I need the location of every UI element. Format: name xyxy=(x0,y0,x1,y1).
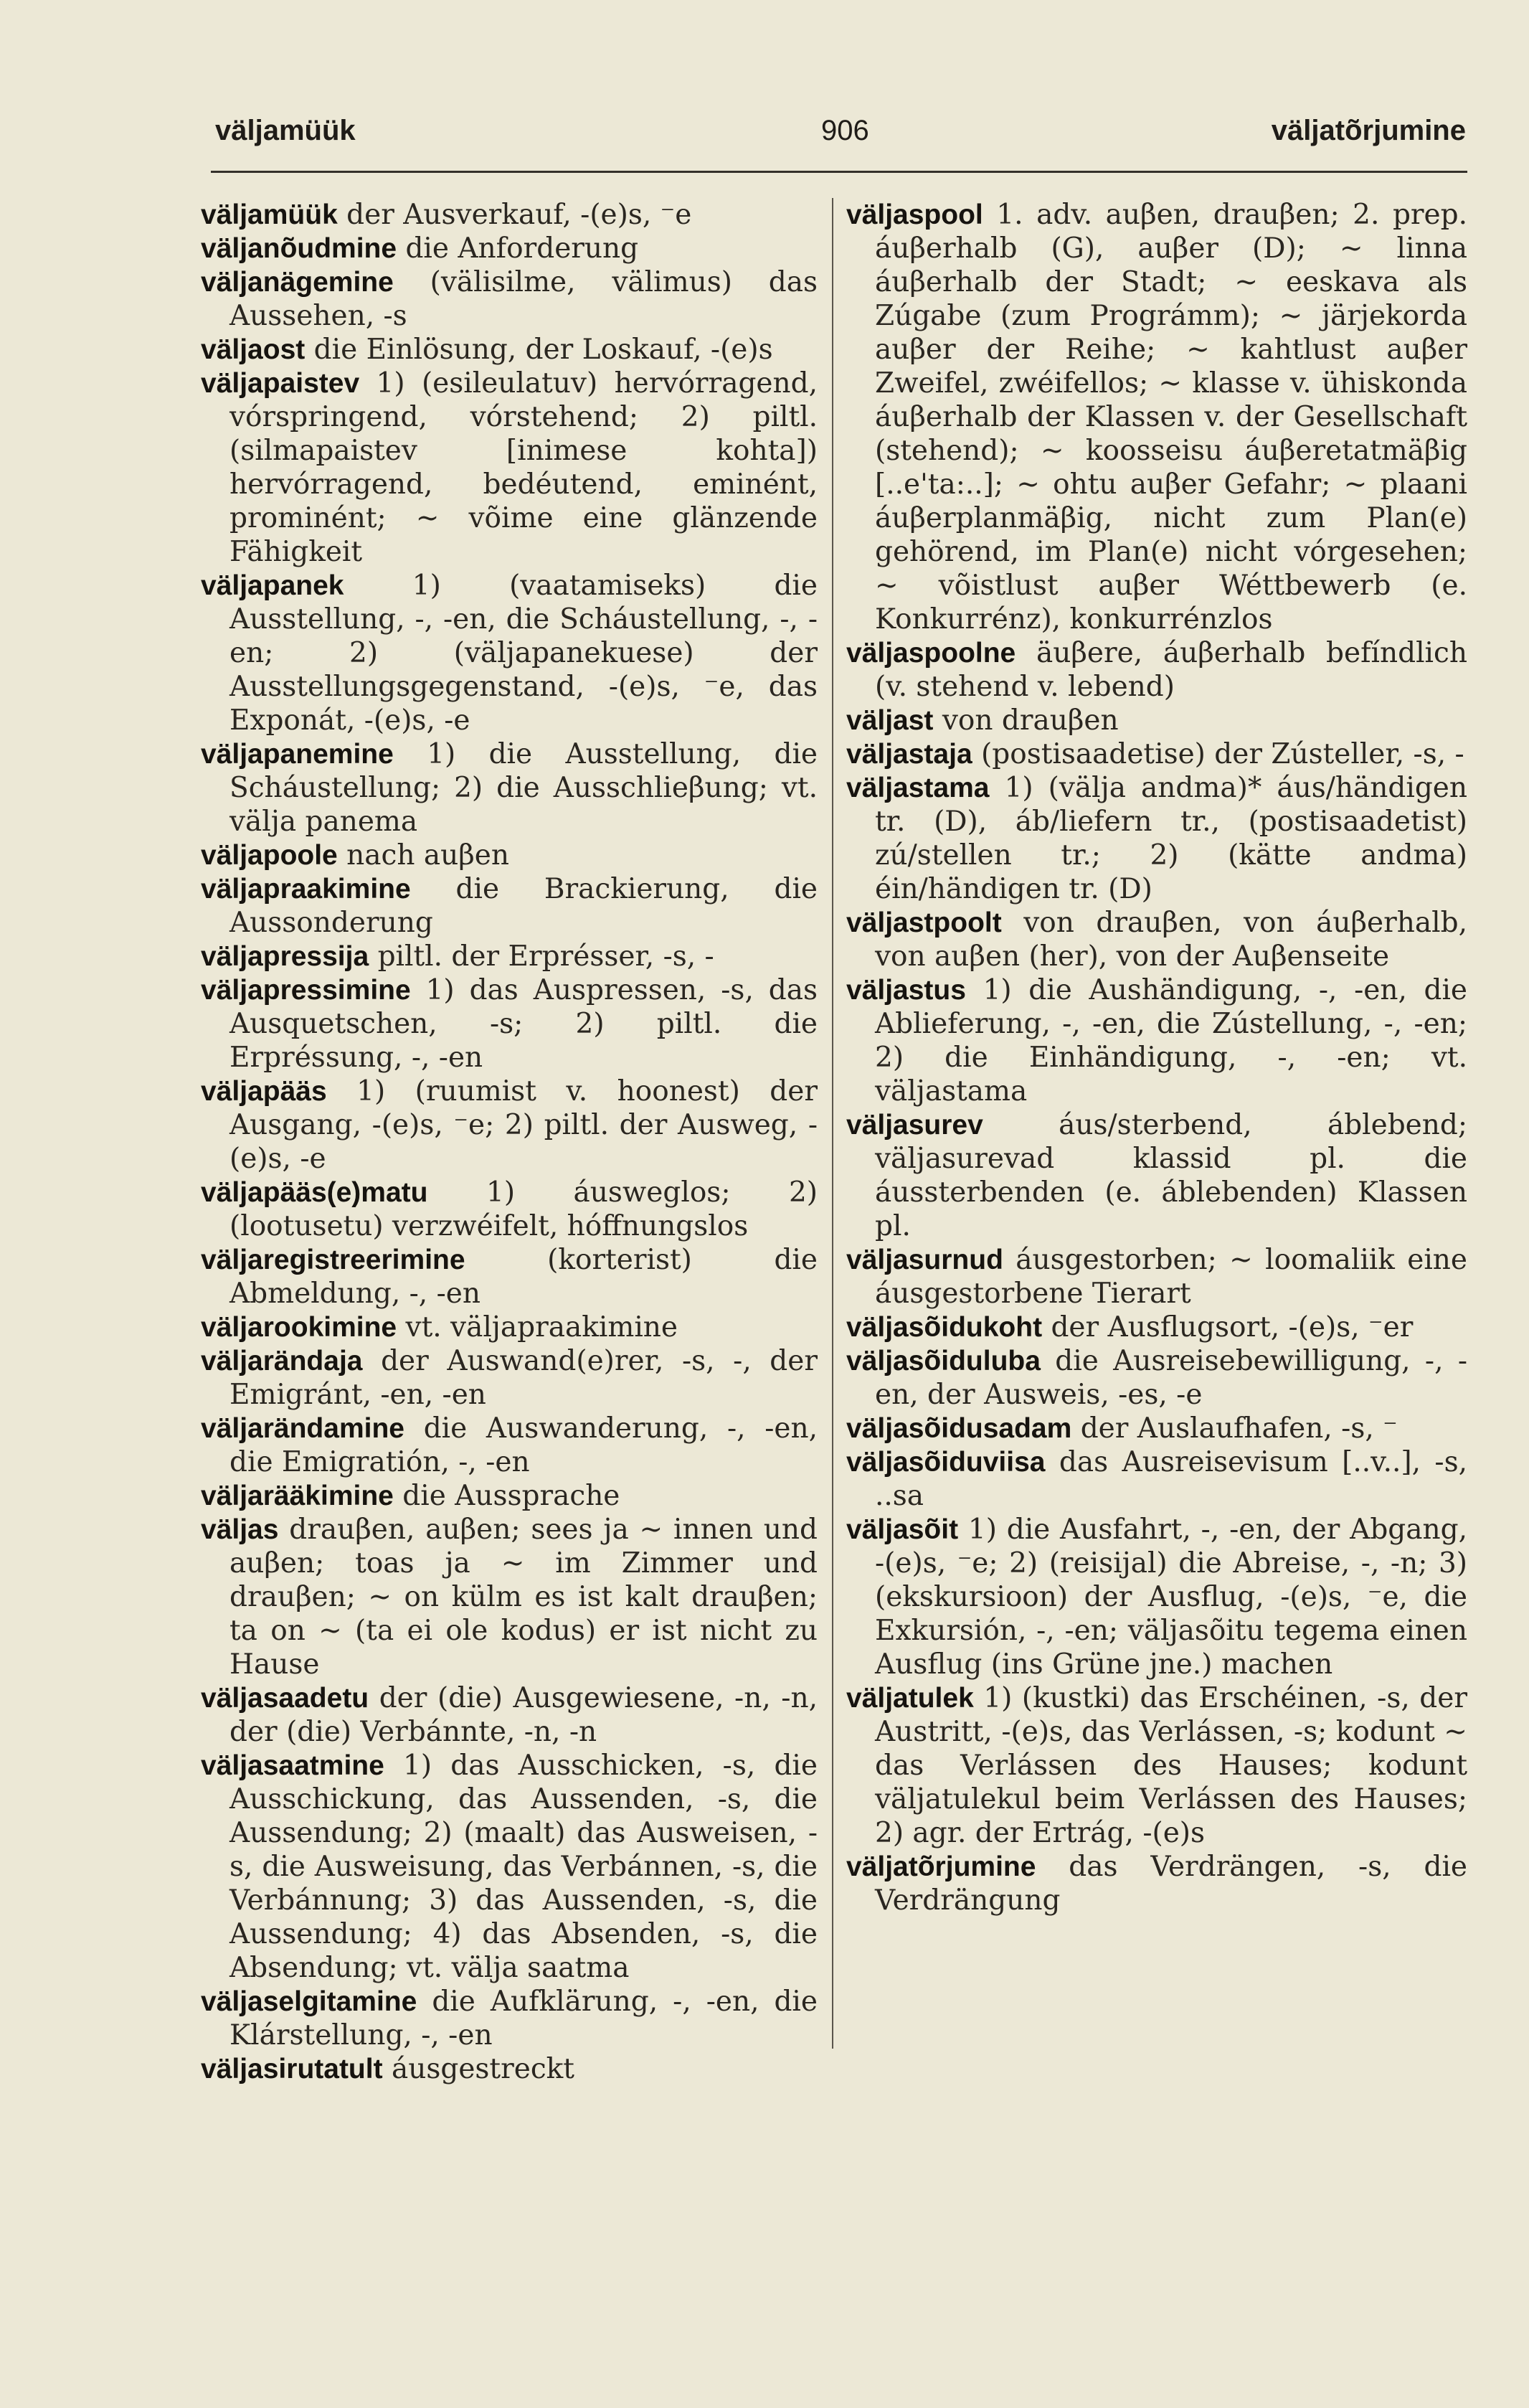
definition: der Ausverkauf, -(e)s, ⁻e xyxy=(346,199,692,231)
headword: väljapressija xyxy=(201,941,369,972)
headword: väljamüük xyxy=(201,199,338,230)
dictionary-entry xyxy=(846,1850,1467,1917)
definition: 1) die Ausstellung, die Scháustellung; 2) die Ausschlieβung; vt. välja panema xyxy=(229,738,818,838)
headword: väljapanemine xyxy=(201,739,394,770)
dictionary-entry xyxy=(201,1985,818,2052)
headword: väljapaistev xyxy=(201,368,360,399)
dictionary-entry xyxy=(201,973,818,1075)
headword: väljas xyxy=(201,1514,279,1545)
headword: väljasõidukoht xyxy=(846,1312,1043,1343)
dictionary-entry xyxy=(201,367,818,569)
definition: áusgestreckt xyxy=(391,2053,574,2085)
definition: die Auswanderung, -, -en, die Emigratión, -, -en xyxy=(229,1412,818,1478)
definition: piltl. der Erprésser, -s, - xyxy=(377,940,714,973)
headword: väljaselgitamine xyxy=(201,1986,417,2017)
left-column xyxy=(201,198,818,2086)
definition: der (die) Ausgewiesene, -n, -n, der (die) Verbánnte, -n, -n xyxy=(229,1682,818,1748)
dictionary-entry xyxy=(846,1681,1467,1850)
definition: nach auβen xyxy=(346,839,509,872)
dictionary-entry xyxy=(201,1513,818,1681)
definition: vt. väljapraakimine xyxy=(405,1311,678,1344)
column-divider xyxy=(832,198,833,2049)
definition: drauβen, auβen; sees ja ~ innen und auβen; toas ja ~ im Zimmer und drauβen; ~ on külm es ist kalt drauβen; ta on ~ (ta ei ole kodus) er ist nicht zu Hause xyxy=(229,1514,818,1681)
header-rule xyxy=(211,171,1467,173)
definition: 1) (esileulatuv) hervórragend, vórspringend, vórstehend; 2) piltl. (silmapaistev [inimese kohta]) hervórragend, bedéutend, eminént, prominént; ~ võime eine glänzende Fähigkeit xyxy=(229,367,818,568)
dictionary-entry xyxy=(201,1311,818,1344)
headword: väljasõidusadam xyxy=(846,1413,1072,1444)
headword: väljastaja xyxy=(846,739,972,770)
dictionary-entry xyxy=(201,940,818,973)
headword: väljastama xyxy=(846,773,990,803)
definition: die Aufklärung, -, -en, die Klárstellung, -, -en xyxy=(229,1986,818,2051)
dictionary-entry xyxy=(201,1412,818,1479)
definition: von drauβen, von áuβerhalb, von auβen (her), von der Auβenseite xyxy=(875,907,1467,973)
dictionary-entry xyxy=(846,1243,1467,1311)
definition: 1) (vaatamiseks) die Ausstellung, -, -en, die Scháustellung, -, -en; 2) (väljapanekuese) der Ausstellungsgegenstand, -(e)s, ⁻e, das Exponát, -(e)s, -e xyxy=(229,570,818,737)
headword: väljasõiduluba xyxy=(846,1346,1041,1377)
dictionary-entry xyxy=(846,704,1467,737)
headword: väljapoole xyxy=(201,840,338,871)
headword: väljasõit xyxy=(846,1514,959,1545)
dictionary-entry xyxy=(201,1749,818,1985)
dictionary-entry xyxy=(846,198,1467,636)
headword: väljast xyxy=(846,705,934,736)
definition: 1) áusweglos; 2) (lootusetu) verzwéifelt, hóffnungslos xyxy=(229,1176,818,1242)
headword: väljastus xyxy=(846,975,966,1006)
definition: 1) das Ausschicken, -s, die Ausschickung, das Aussenden, -s, die Aussendung; 2) (maalt) das Ausweisen, -s, die Ausweisung, das Verbánnen, -s, die Verbánnung; 3) das Aussenden, -s, die Aussendung; 4) das Absenden, -s, die Absendung; vt. välja saatma xyxy=(229,1750,818,1984)
dictionary-entry xyxy=(846,1445,1467,1513)
dictionary-entry xyxy=(846,636,1467,704)
headword: väljasurnud xyxy=(846,1245,1003,1275)
definition: 1) (välja andma)* áus/händigen tr. (D), áb/liefern tr., (postisaadetist) zú/stellen tr.; 2) (kätte andma) éin/händigen tr. (D) xyxy=(875,772,1467,905)
definition: 1) (kustki) das Erschéinen, -s, der Austritt, -(e)s, das Verlássen, -s; kodunt ~ das Verlássen des Hauses; kodunt väljatulekul beim Verlássen des Hauses; 2) agr. der Ertrág, -(e)s xyxy=(875,1682,1467,1849)
headword: väljarookimine xyxy=(201,1312,397,1343)
dictionary-entry xyxy=(846,1513,1467,1681)
headword: väljasirutatult xyxy=(201,2054,383,2084)
dictionary-entry xyxy=(846,771,1467,906)
definition: áus/sterbend, áblebend; väljasurevad klassid pl. die áussterbenden (e. áblebenden) Klassen pl. xyxy=(875,1109,1467,1242)
dictionary-entry xyxy=(201,1479,818,1513)
dictionary-entry xyxy=(201,232,818,265)
definition: das Ausreisevisum [..v..], -s, ..sa xyxy=(875,1446,1467,1512)
definition: (postisaadetise) der Zústeller, -s, - xyxy=(981,738,1464,770)
dictionary-entry xyxy=(201,265,818,333)
right-guide-word: väljatõrjumine xyxy=(1271,115,1466,146)
definition: 1) die Ausfahrt, -, -en, der Abgang, -(e)s, ⁻e; 2) (reisijal) die Abreise, -, -n; 3) (ekskursioon) der Ausflug, -(e)s, ⁻e, die Exkursión, -, -en; väljasõitu tegema einen Ausflug (ins Grüne jne.) machen xyxy=(875,1514,1467,1681)
definition: 1) das Auspressen, -s, das Ausquetschen, -s; 2) piltl. die Erpréssung, -, -en xyxy=(229,974,818,1074)
headword: väljaspoolne xyxy=(846,638,1016,669)
headword: väljarändamine xyxy=(201,1413,404,1444)
definition: áusgestorben; ~ loomaliik eine áusgestorbene Tierart xyxy=(875,1244,1467,1310)
headword: väljapressimine xyxy=(201,975,411,1006)
definition: die Aussprache xyxy=(402,1480,620,1512)
dictionary-entry xyxy=(201,569,818,737)
dictionary-entry xyxy=(201,333,818,367)
headword: väljanõudmine xyxy=(201,233,397,264)
dictionary-entry xyxy=(201,839,818,872)
headword: väljapraakimine xyxy=(201,874,411,905)
dictionary-entry xyxy=(201,737,818,839)
headword: väljapanek xyxy=(201,570,344,601)
definition: 1) die Aushändigung, -, -en, die Ablieferung, -, -en, die Zústellung, -, -en; 2) die Einhändigung, -, -en; vt. väljastama xyxy=(875,974,1467,1108)
definition: der Auslaufhafen, -s, ⁻ xyxy=(1080,1412,1398,1445)
headword: väljatõrjumine xyxy=(846,1851,1036,1882)
definition: 1. adv. auβen, drauβen; 2. prep. áuβerhalb (G), auβer (D); ~ linna áuβerhalb der Stadt; ~ eeskava als Zúgabe (zum Prográmm); ~ järjekorda auβer der Reihe; ~ kahtlust auβer Zweifel, zwéifellos; ~ klasse v. ühiskonda áuβerhalb der Klassen v. der Gesellschaft (stehend); ~ koosseisu áuβeretatmäβig [..e'ta:..]; ~ ohtu auβer Gefahr; ~ plaani áuβerplanmäβig, nicht zum Plan(e) gehörend, im Plan(e) nicht vórgesehen; ~ võistlust auβer Wéttbewerb (e. Konkurrénz), konkurrénzlos xyxy=(875,199,1467,636)
dictionary-entry xyxy=(201,1344,818,1412)
definition: (korterist) die Abmeldung, -, -en xyxy=(229,1244,818,1310)
definition: 1) (ruumist v. hoonest) der Ausgang, -(e)s, ⁻e; 2) piltl. der Ausweg, -(e)s, -e xyxy=(229,1075,818,1175)
definition: äuβere, áuβerhalb befíndlich (v. stehend v. lebend) xyxy=(875,637,1467,703)
dictionary-entry xyxy=(846,1311,1467,1344)
definition: die Anforderung xyxy=(405,232,639,265)
definition: von drauβen xyxy=(942,704,1119,737)
dictionary-entry xyxy=(846,906,1467,973)
definition: der Ausflugsort, -(e)s, ⁻er xyxy=(1051,1311,1414,1344)
dictionary-entry xyxy=(201,1243,818,1311)
headword: väljaregistreerimine xyxy=(201,1245,465,1275)
page-number: 906 xyxy=(821,115,869,146)
dictionary-entry xyxy=(846,1344,1467,1412)
dictionary-entry xyxy=(201,1075,818,1176)
headword: väljapääs(e)matu xyxy=(201,1177,428,1208)
headword: väljarändaja xyxy=(201,1346,363,1377)
headword: väljasaatmine xyxy=(201,1750,384,1781)
dictionary-entry xyxy=(846,737,1467,771)
left-guide-word: väljamüük xyxy=(215,115,356,146)
dictionary-entry xyxy=(846,973,1467,1108)
dictionary-entry xyxy=(201,1681,818,1749)
dictionary-entry xyxy=(846,1412,1467,1445)
headword: väljastpoolt xyxy=(846,907,1002,938)
definition: die Brackierung, die Aussonderung xyxy=(229,873,818,939)
dictionary-entry xyxy=(846,1108,1467,1243)
definition: die Ausreisebewilligung, -, -en, der Ausweis, -es, -e xyxy=(875,1345,1467,1411)
headword: väljatulek xyxy=(846,1683,974,1714)
dictionary-entry xyxy=(201,872,818,940)
headword: väljaspool xyxy=(846,199,983,230)
definition: die Einlösung, der Loskauf, -(e)s xyxy=(313,334,773,366)
definition: der Auswand(e)rer, -s, -, der Emigránt, -en, -en xyxy=(229,1345,818,1411)
dictionary-entry xyxy=(201,198,818,232)
headword: väljasaadetu xyxy=(201,1683,369,1714)
headword: väljanägemine xyxy=(201,267,394,298)
right-column xyxy=(846,198,1467,1917)
definition: das Verdrängen, -s, die Verdrängung xyxy=(875,1851,1468,1917)
headword: väljaost xyxy=(201,334,306,365)
definition: (välisilme, välimus) das Aussehen, -s xyxy=(229,266,818,332)
headword: väljapääs xyxy=(201,1076,327,1107)
dictionary-entry xyxy=(201,1176,818,1243)
headword: väljasurev xyxy=(846,1110,983,1141)
headword: väljarääkimine xyxy=(201,1481,394,1511)
headword: väljasõiduviisa xyxy=(846,1447,1046,1478)
dictionary-entry xyxy=(201,2052,818,2086)
